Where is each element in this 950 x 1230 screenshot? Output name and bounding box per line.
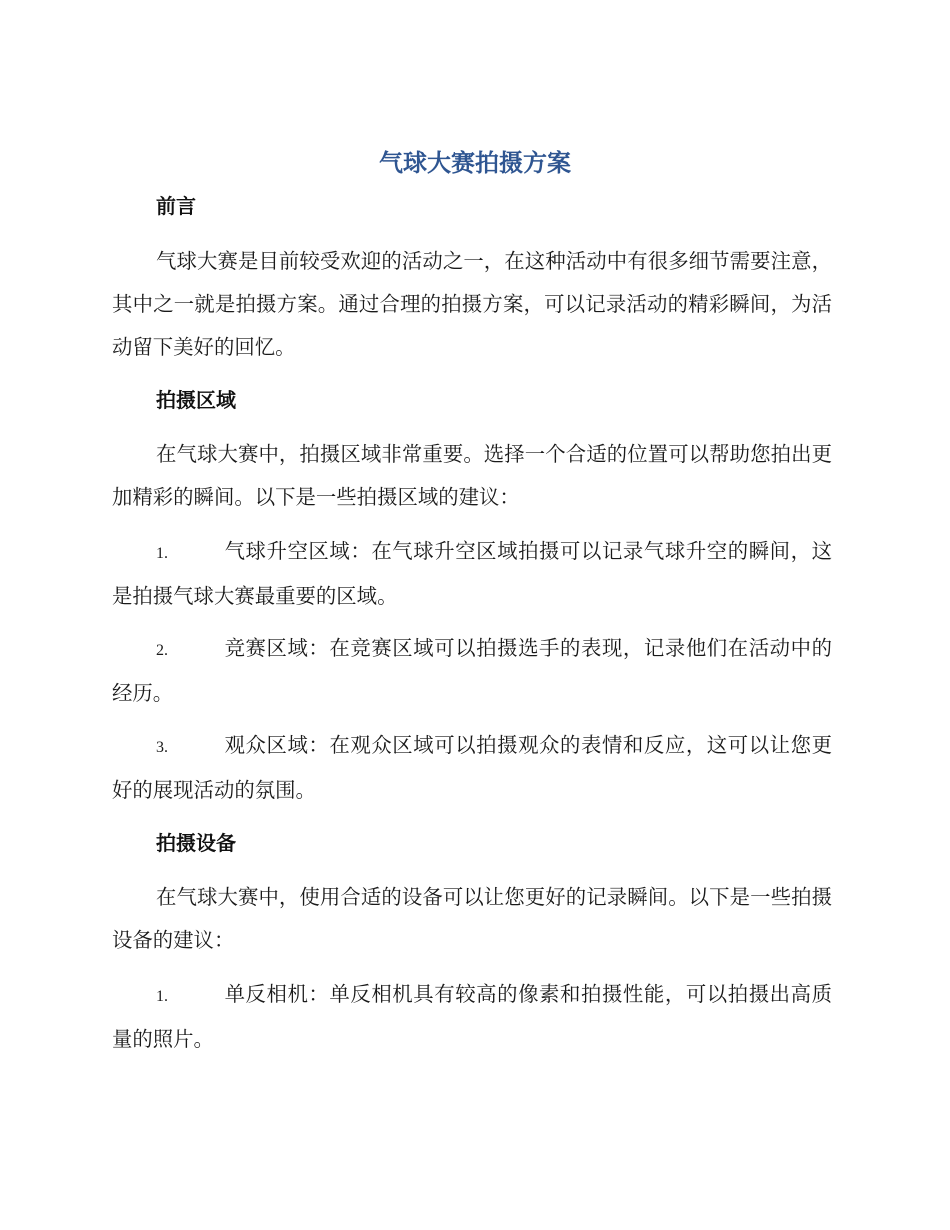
section-heading-equipment: 拍摄设备	[156, 831, 236, 855]
list-item-number: 2.	[156, 642, 168, 659]
list-item	[112, 724, 832, 812]
list-item-number: 1.	[156, 545, 168, 562]
list-item	[112, 627, 832, 715]
section-heading-preface: 前言	[156, 194, 196, 218]
document-title: 气球大赛拍摄方案	[379, 149, 571, 177]
list-item-text: 单反相机：单反相机具有较高的像素和拍摄性能，可以拍摄出高质量的照片。	[112, 982, 832, 1051]
list-item-text: 气球升空区域：在气球升空区域拍摄可以记录气球升空的瞬间，这是拍摄气球大赛最重要的区域。	[112, 539, 832, 608]
list-item-number: 1.	[156, 988, 168, 1005]
list-item	[112, 973, 832, 1061]
equipment-paragraph: 在气球大赛中，使用合适的设备可以让您更好的记录瞬间。以下是一些拍摄设备的建议：	[112, 885, 832, 952]
list-item	[112, 530, 832, 618]
preface-paragraph: 气球大赛是目前较受欢迎的活动之一，在这种活动中有很多细节需要注意，其中之一就是拍摄方案。通过合理的拍摄方案，可以记录活动的精彩瞬间，为活动留下美好的回忆。	[112, 249, 832, 359]
list-item-text: 观众区域：在观众区域可以拍摄观众的表情和反应，这可以让您更好的展现活动的氛围。	[112, 733, 832, 802]
list-item-text: 竞赛区域：在竞赛区域可以拍摄选手的表现，记录他们在活动中的经历。	[112, 636, 832, 705]
section-heading-shooting-area: 拍摄区域	[156, 388, 236, 412]
shooting-area-paragraph: 在气球大赛中，拍摄区域非常重要。选择一个合适的位置可以帮助您拍出更加精彩的瞬间。以下是一些拍摄区域的建议：	[112, 442, 832, 509]
list-item-number: 3.	[156, 739, 168, 756]
